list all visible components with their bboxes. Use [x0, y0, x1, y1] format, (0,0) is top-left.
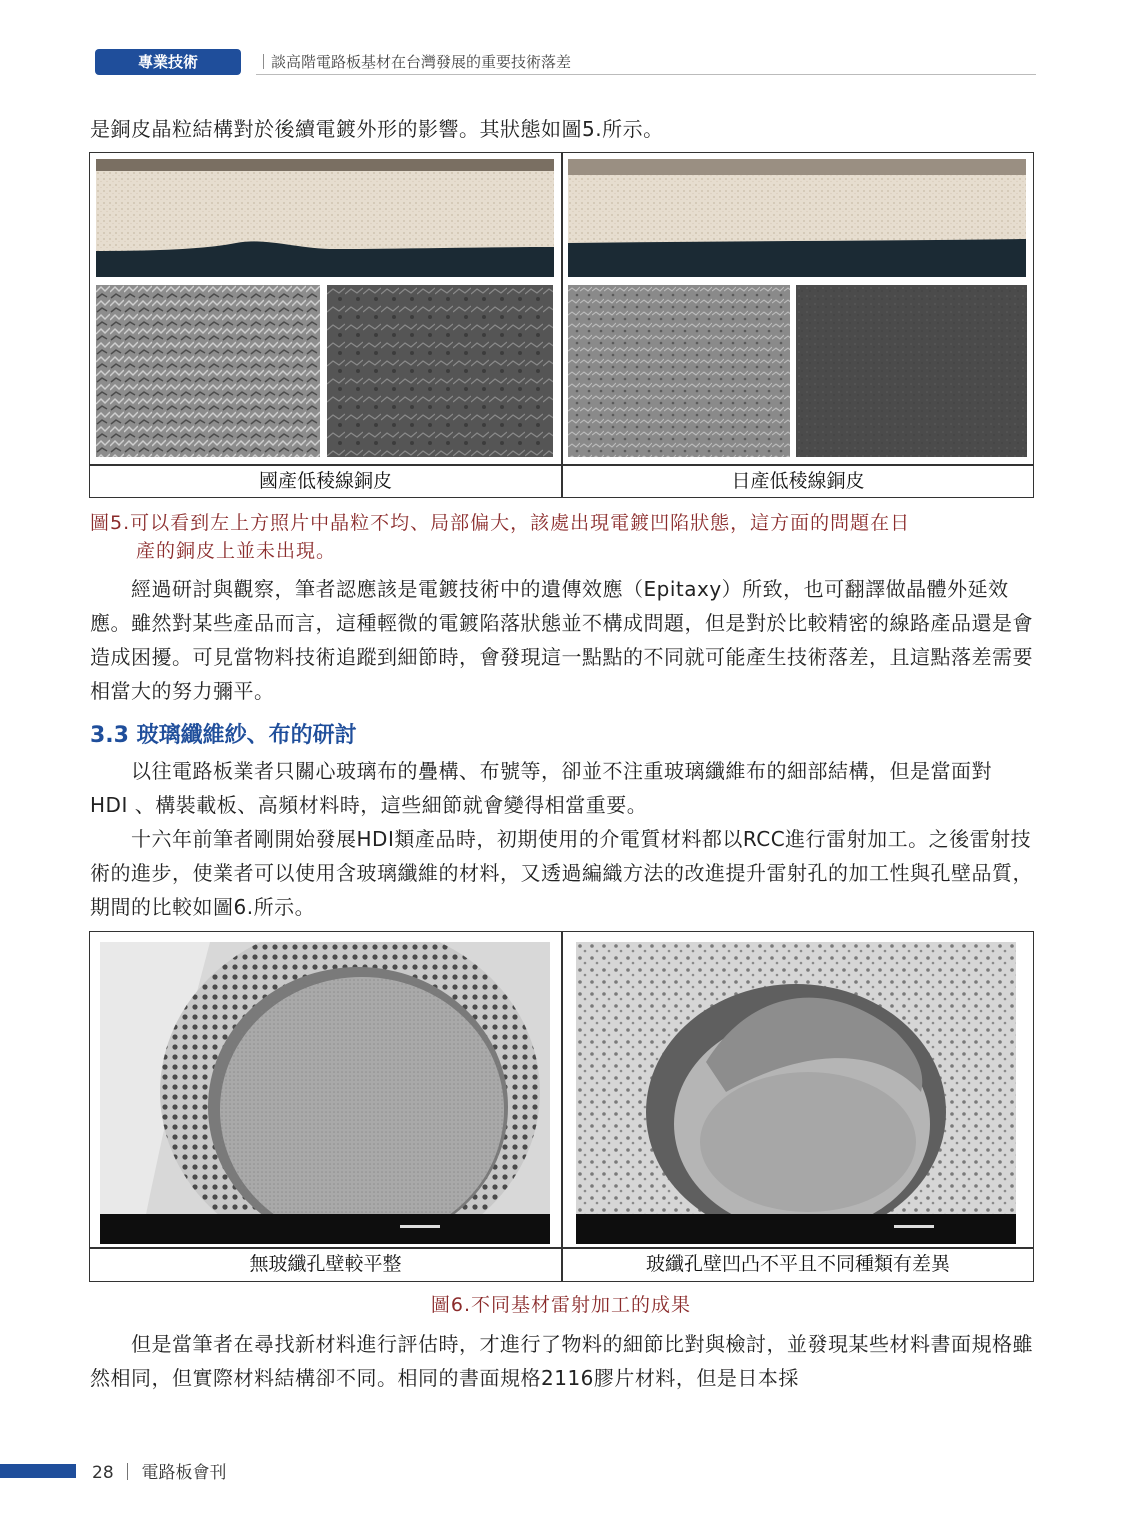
article-title: ｜談高階電路板基材在台灣發展的重要技術落差	[256, 53, 572, 71]
domestic-copper-sem-photo-2	[327, 285, 553, 457]
figure-5-caption-continued: 產的銅皮上並未出現。	[136, 540, 337, 562]
laser-hole-with-glass-fiber-photo	[576, 942, 1016, 1244]
page-number: 28	[92, 1463, 114, 1483]
section-heading: 3.3 玻璃纖維紗、布的研討	[90, 723, 357, 748]
japanese-copper-cross-section-photo	[568, 159, 1026, 277]
page-footer	[92, 1458, 226, 1483]
header-rule	[256, 74, 1036, 75]
domestic-copper-cross-section-photo	[96, 159, 554, 277]
journal-name: 電路板會刊	[141, 1463, 227, 1483]
figure-6-divider	[561, 932, 563, 1281]
figure-5-divider	[561, 153, 563, 497]
footer-accent-bar	[0, 1464, 76, 1478]
figure-5-caption: 圖5.可以看到左上方照片中晶粒不均、局部偏大，該處出現電鍍凹陷狀態，這方面的問題在日	[90, 512, 911, 534]
figure-6	[89, 931, 1034, 1282]
paragraph-intro: 是銅皮晶粒結構對於後續電鍍外形的影響。其狀態如圖5.所示。	[90, 117, 664, 141]
paragraph-glass-cloth: 以往電路板業者只關心玻璃布的疊構、布號等，卻並不注重玻璃纖維布的細部結構，但是當面對 HDI 、構裝載板、高頻材料時，這些細節就會變得相當重要。	[90, 759, 992, 817]
figure-5	[89, 152, 1034, 498]
laser-hole-without-glass-fiber-photo	[100, 942, 550, 1244]
domestic-copper-sem-photo-1	[96, 285, 320, 457]
section-tag: 專業技術	[95, 49, 241, 75]
figure-6-left-label: 無玻纖孔壁較平整	[249, 1253, 402, 1275]
figure-5-right-label: 日產低稜線銅皮	[731, 470, 865, 492]
japanese-copper-sem-photo-1	[568, 285, 790, 457]
japanese-copper-sem-photo-2	[796, 285, 1027, 457]
paragraph-material-evaluation: 但是當筆者在尋找新材料進行評估時，才進行了物料的細節比對與檢討，並發現某些材料書面規格雖然相同，但實際材料結構卻不同。相同的書面規格2116膠片材料，但是日本採	[90, 1332, 1033, 1390]
footer-separator: ｜	[119, 1463, 137, 1483]
figure-6-right-label: 玻纖孔壁凹凸不平且不同種類有差異	[645, 1253, 950, 1275]
figure-5-left-label: 國產低稜線銅皮	[258, 470, 392, 492]
paragraph-hdi-laser: 十六年前筆者剛開始發展HDI類產品時，初期使用的介電質材料都以RCC進行雷射加工。之後雷射技術的進步，使業者可以使用含玻璃纖維的材料，又透過編織方法的改進提升雷射孔的加工性與孔壁品質，期間的比較如圖6.所示。	[90, 827, 1033, 919]
paragraph-epitaxy: 經過研討與觀察，筆者認應該是電鍍技術中的遺傳效應（Epitaxy）所致，也可翻譯做晶體外延效應。雖然對某些產品而言，這種輕微的電鍍陷落狀態並不構成問題，但是對於比較精密的線路產品還是會造成困擾。可見當物料技術追蹤到細節時，會發現這一點點的不同就可能產生技術落差，且這點落差需要相當大的努力彌平。	[90, 577, 1033, 703]
figure-6-caption: 圖6.不同基材雷射加工的成果	[430, 1294, 692, 1316]
